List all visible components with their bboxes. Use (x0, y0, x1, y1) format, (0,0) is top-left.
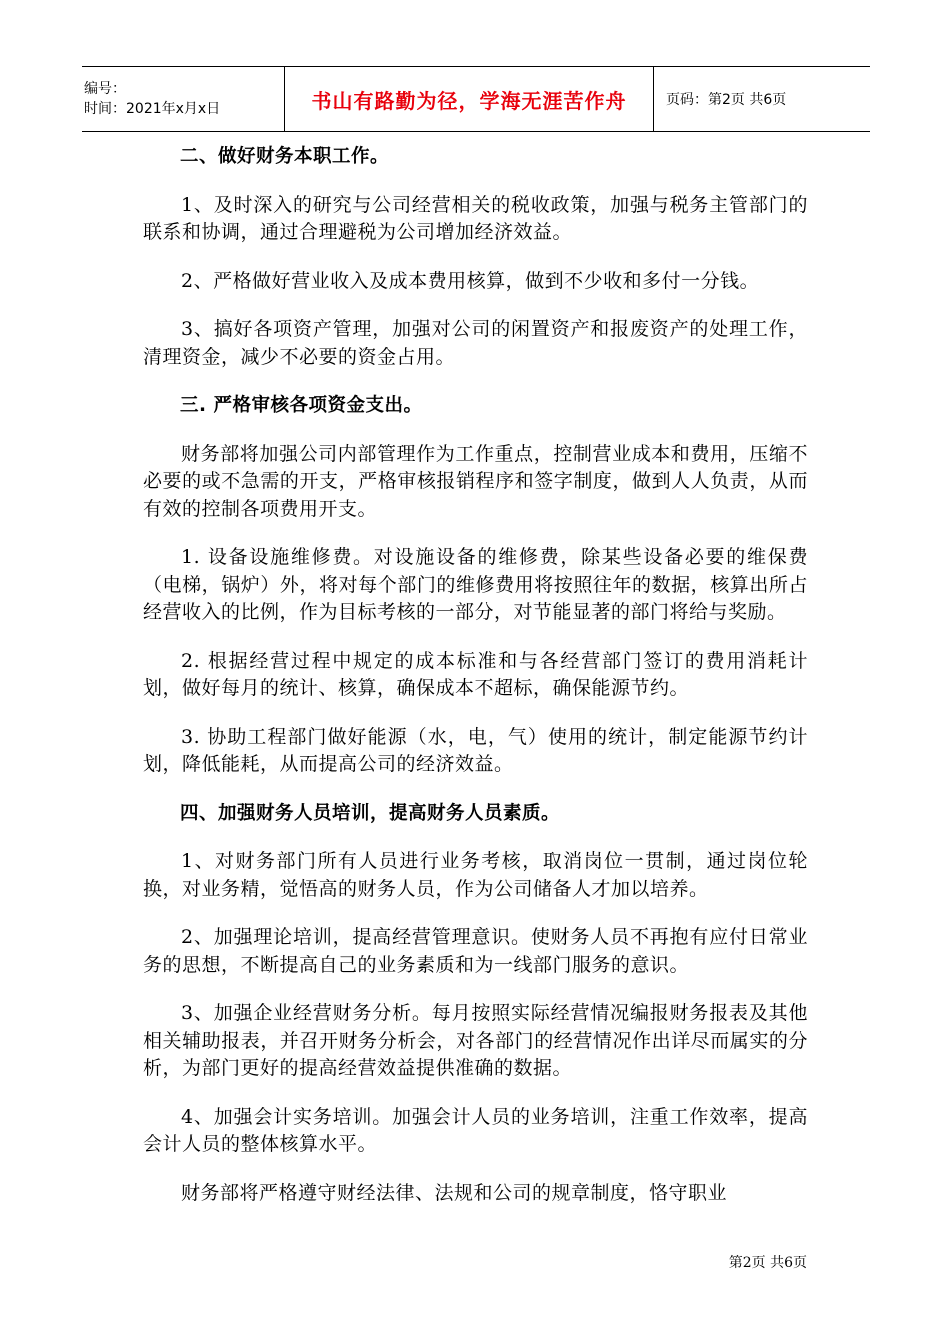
body-paragraph: 财务部将加强公司内部管理作为工作重点，控制营业成本和费用，压缩不必要的或不急需的开支，严格审核报销程序和签字制度，做到人人负责，从而有效的控制各项费用开支。 (143, 442, 808, 520)
body-paragraph: 1. 设备设施维修费。对设施设备的维修费，除某些设备必要的维保费（电梯，锅炉）外，将对每个部门的维修费用将按照往年的数据，核算出所占经营收入的比例，作为目标考核的一部分，对节能显著的部门将给与奖励。 (143, 546, 808, 623)
body-paragraph: 2、严格做好营业收入及成本费用核算，做到不少收和多付一分钱。 (181, 269, 760, 292)
body-paragraph: 1、及时深入的研究与公司经营相关的税收政策，加强与税务主管部门的联系和协调，通过合理避税为公司增加经济效益。 (143, 193, 808, 243)
document-number-label: 编号： (84, 81, 126, 97)
body-paragraph: 2、加强理论培训，提高经营管理意识。使财务人员不再抱有应付日常业务的思想，不断提高自己的业务素质和为一线部门服务的意识。 (143, 926, 808, 976)
footer-page-number: 第2页 共6页 (728, 1255, 807, 1271)
section-heading: 三. 严格审核各项资金支出。 (180, 395, 423, 416)
body-paragraph: 3、搞好各项资产管理，加强对公司的闲置资产和报废资产的处理工作，清理资金，减少不必要的资金占用。 (143, 318, 808, 368)
header-page-number: 页码：第2页 共6页 (666, 92, 787, 108)
header-motto-cell (284, 67, 654, 131)
header-page-cell (654, 67, 786, 131)
document-date-label: 时间：2021年x月x日 (84, 101, 221, 117)
body-paragraph: 3、加强企业经营财务分析。每月按照实际经营情况编报财务报表及其他相关辅助报表，并召开财务分析会，对各部门的经营情况作出详尽而属实的分析，为部门更好的提高经营效益提供准确的数据。 (143, 1002, 808, 1079)
section-heading: 二、做好财务本职工作。 (180, 146, 390, 167)
header-meta (82, 67, 284, 131)
page-header (82, 66, 870, 132)
page-footer (729, 1252, 807, 1272)
body-paragraph: 2. 根据经营过程中规定的成本标准和与各经营部门签订的费用消耗计划，做好每月的统计、核算，确保成本不超标，确保能源节约。 (143, 649, 808, 699)
body-paragraph: 1、对财务部门所有人员进行业务考核，取消岗位一贯制，通过岗位轮换，对业务精，觉悟高的财务人员，作为公司储备人才加以培养。 (143, 850, 808, 900)
document-body (143, 143, 808, 1228)
body-paragraph: 3. 协助工程部门做好能源（水，电，气）使用的统计，制定能源节约计划，降低能耗，从而提高公司的经济效益。 (143, 725, 808, 775)
body-paragraph: 4、加强会计实务培训。加强会计人员的业务培训，注重工作效率，提高会计人员的整体核算水平。 (143, 1105, 808, 1155)
section-heading: 四、加强财务人员培训，提高财务人员素质。 (180, 802, 561, 824)
body-paragraph: 财务部将严格遵守财经法律、法规和公司的规章制度，恪守职业 (181, 1181, 728, 1204)
header-motto: 书山有路勤为径，学海无涯苦作舟 (311, 88, 627, 113)
